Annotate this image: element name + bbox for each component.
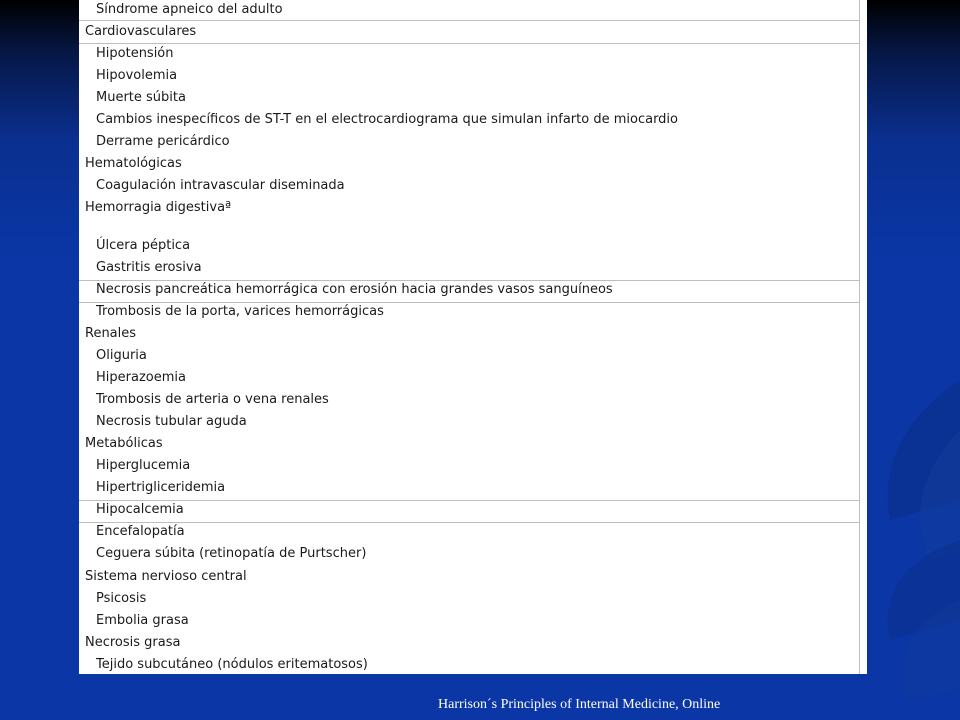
row-divider <box>79 20 860 21</box>
table-row: Psicosis <box>96 591 147 606</box>
table-row: Hipotensión <box>96 46 174 61</box>
table-row: Embolia grasa <box>96 613 189 628</box>
category-heading: Necrosis grasa <box>85 635 181 650</box>
table-row: Síndrome apneico del adulto <box>96 2 283 17</box>
complications-table <box>79 0 867 674</box>
table-row: Hipertrigliceridemia <box>96 480 226 495</box>
category-heading: Renales <box>85 326 137 341</box>
table-row: Ceguera súbita (retinopatía de Purtscher) <box>96 546 367 561</box>
category-heading: Hemorragia digestivaª <box>85 200 232 215</box>
table-row: Oliguria <box>96 348 147 363</box>
table-right-border <box>859 0 860 674</box>
category-heading: Hematológicas <box>85 156 182 171</box>
table-row: Cambios inespecíficos de ST-T en el electrocardiograma que simulan infarto de miocardio <box>96 112 678 127</box>
table-row: Encefalopatía <box>96 524 185 539</box>
table-row: Coagulación intravascular diseminada <box>96 178 345 193</box>
table-row: Trombosis de la porta, varices hemorrágicas <box>96 304 384 319</box>
table-row: Muerte súbita <box>96 90 186 105</box>
category-heading: Metabólicas <box>85 436 163 451</box>
table-row: Tejido subcutáneo (nódulos eritematosos) <box>96 657 368 672</box>
source-citation: Harrison´s Principles of Internal Medicine, Online <box>438 697 721 712</box>
row-divider <box>79 43 860 44</box>
table-row: Trombosis de arteria o vena renales <box>96 392 329 407</box>
table-row: Necrosis pancreática hemorrágica con erosión hacia grandes vasos sanguíneos <box>96 282 613 297</box>
table-row: Gastritis erosiva <box>96 260 202 275</box>
table-row: Hipocalcemia <box>96 502 184 517</box>
table-row: Hipovolemia <box>96 68 178 83</box>
table-row: Necrosis tubular aguda <box>96 414 247 429</box>
category-heading: Cardiovasculares <box>85 24 197 39</box>
table-row: Hiperazoemia <box>96 370 186 385</box>
table-row: Úlcera péptica <box>96 238 191 253</box>
table-row: Hiperglucemia <box>96 458 191 473</box>
category-heading: Sistema nervioso central <box>85 569 247 584</box>
table-row: Derrame pericárdico <box>96 134 230 149</box>
